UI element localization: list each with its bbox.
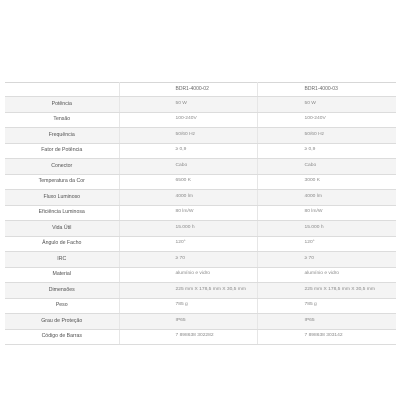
row-label: Frequência: [5, 128, 119, 144]
row-label: Potência: [5, 97, 119, 113]
row-label: Vida Útil: [5, 221, 119, 237]
row-value-b: 4000 lm: [257, 190, 396, 206]
table-header-row: [5, 83, 396, 97]
row-label: Peso: [5, 298, 119, 314]
row-label: Fluxo Luminoso: [5, 190, 119, 206]
row-value-b: 225 mm X 178,5 mm X 30,5 mm: [257, 283, 396, 299]
table-row: [5, 252, 396, 268]
row-label: Conector: [5, 159, 119, 175]
row-label: Grau de Proteção: [5, 314, 119, 330]
row-value-a: ≥ 0,9: [119, 143, 257, 159]
table-row: [5, 236, 396, 252]
row-value-a: 225 mm X 178,5 mm X 30,5 mm: [119, 283, 257, 299]
row-value-a: 6500 K: [119, 174, 257, 190]
table-row: [5, 159, 396, 175]
row-label: Temperatura da Cor: [5, 174, 119, 190]
row-label: Material: [5, 267, 119, 283]
header-model-b: BDR1-4000-03: [257, 83, 396, 97]
row-value-b: 120°: [257, 236, 396, 252]
table-row: [5, 112, 396, 128]
table-row: [5, 283, 396, 299]
row-value-b: 7 898638 303142: [257, 329, 396, 345]
row-value-b: 100-240V: [257, 112, 396, 128]
row-label: Fator de Potência: [5, 143, 119, 159]
row-value-a: Cabo: [119, 159, 257, 175]
row-value-a: IP65: [119, 314, 257, 330]
row-value-a: 100-240V: [119, 112, 257, 128]
row-value-a: 50 W: [119, 97, 257, 113]
row-value-b: Cabo: [257, 159, 396, 175]
spec-table: [5, 82, 396, 345]
row-value-b: 15.000 h: [257, 221, 396, 237]
row-value-a: 4000 lm: [119, 190, 257, 206]
row-value-a: 15.000 h: [119, 221, 257, 237]
table-row: [5, 314, 396, 330]
row-value-b: ≥ 70: [257, 252, 396, 268]
table-row: [5, 267, 396, 283]
row-label: Tensão: [5, 112, 119, 128]
header-model-a: BDR1-4000-02: [119, 83, 257, 97]
row-value-b: 50/60 Hz: [257, 128, 396, 144]
row-label: Código de Barras: [5, 329, 119, 345]
row-value-b: 3000 K: [257, 174, 396, 190]
row-label: Dimensões: [5, 283, 119, 299]
row-value-b: 785 g: [257, 298, 396, 314]
table-row: [5, 298, 396, 314]
row-label: Eficiência Luminosa: [5, 205, 119, 221]
row-label: Ângulo de Facho: [5, 236, 119, 252]
row-value-a: alumínio e vidro: [119, 267, 257, 283]
table-row: [5, 143, 396, 159]
row-value-a: 50/60 Hz: [119, 128, 257, 144]
row-value-a: 7 898638 302282: [119, 329, 257, 345]
row-value-a: 785 g: [119, 298, 257, 314]
table-row: [5, 174, 396, 190]
table-row: [5, 221, 396, 237]
row-value-a: 80 lm/W: [119, 205, 257, 221]
row-value-a: ≥ 70: [119, 252, 257, 268]
table-row: [5, 329, 396, 345]
row-value-b: IP65: [257, 314, 396, 330]
row-value-b: 80 lm/W: [257, 205, 396, 221]
table-row: [5, 128, 396, 144]
row-value-b: alumínio e vidro: [257, 267, 396, 283]
row-value-a: 120°: [119, 236, 257, 252]
header-label-cell: [5, 83, 119, 97]
table-row: [5, 205, 396, 221]
row-label: IRC: [5, 252, 119, 268]
row-value-b: 50 W: [257, 97, 396, 113]
table-row: [5, 190, 396, 206]
table-row: [5, 97, 396, 113]
row-value-b: ≥ 0,9: [257, 143, 396, 159]
